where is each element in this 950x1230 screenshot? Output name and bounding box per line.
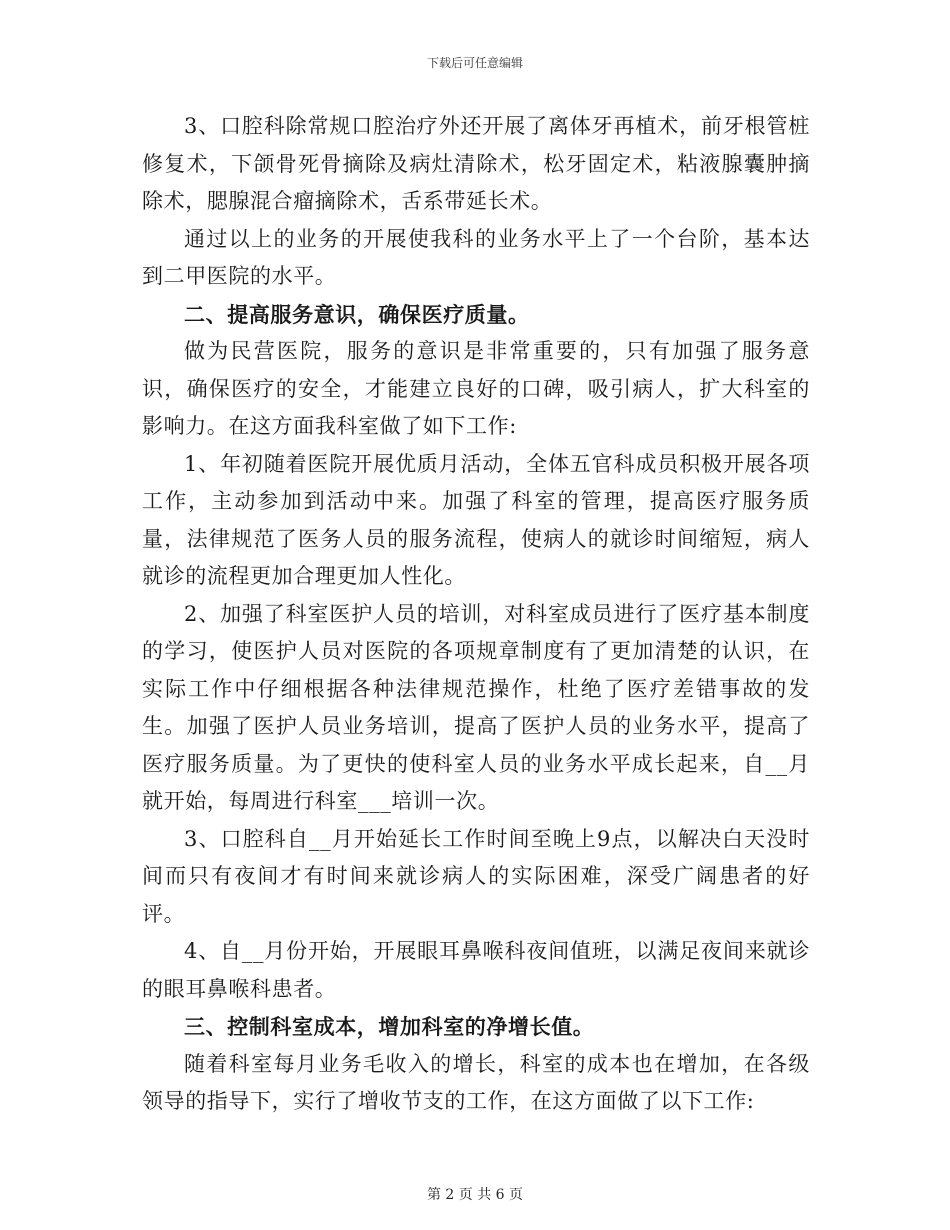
paragraph-service-awareness: 做为民营医院，服务的意识是非常重要的，只有加强了服务意识，确保医疗的安全，才能建立良好的口碑，吸引病人，扩大科室的影响力。在这方面我科室做了如下工作: xyxy=(142,339,810,438)
paragraph-business-level: 通过以上的业务的开展使我科的业务水平上了一个台阶，基本达到二甲医院的水平。 xyxy=(142,226,810,288)
page-header: 下载后可任意编辑 xyxy=(426,56,523,70)
paragraph-cost-control: 随着科室每月业务毛收入的增长，科室的成本也在增加，在各级领导的指导下，实行了增收节支的工作，在这方面做了以下工作: xyxy=(142,1051,810,1113)
paragraph-quality-month: 1、年初随着医院开展优质月活动，全体五官科成员积极开展各项工作，主动参加到活动中来。加强了科室的管理，提高医疗服务质量，法律规范了医务人员的服务流程，使病人的就诊时间缩短，病人就诊的流程更加合理更加人性化。 xyxy=(142,451,810,588)
section-heading-cost: 三、控制科室成本，增加科室的净增长值。 xyxy=(184,1014,595,1039)
document-body xyxy=(142,108,810,1121)
paragraph-staff-training: 2、加强了科室医护人员的培训，对科室成员进行了医疗基本制度的学习，使医护人员对医院的各项规章制度有了更加清楚的认识，在实际工作中仔细根据各种法律规范操作，杜绝了医疗差错事故的发生。加强了医护人员业务培训，提高了医护人员的业务水平，提高了医疗服务质量。为了更快的使科室人员的业务水平成长起来，自__月就开始，每周进行科室___培训一次。 xyxy=(142,601,810,813)
paragraph-night-shift: 4、自__月份开始，开展眼耳鼻喉科夜间值班，以满足夜间来就诊的眼耳鼻喉科患者。 xyxy=(142,939,810,1001)
section-heading-service: 二、提高服务意识，确保医疗质量。 xyxy=(184,301,530,327)
paragraph-oral-surgery: 3、口腔科除常规口腔治疗外还开展了离体牙再植术，前牙根管桩修复术，下颌骨死骨摘除及病灶清除术，松牙固定术，粘液腺囊肿摘除术，腮腺混合瘤摘除术，舌系带延长术。 xyxy=(142,114,810,213)
paragraph-extended-hours: 3、口腔科自__月开始延长工作时间至晚上9点，以解决白天没时间而只有夜间才有时间来就诊病人的实际困难，深受广阔患者的好评。 xyxy=(142,826,810,926)
page-footer: 第 2 页 共 6 页 xyxy=(426,1187,524,1203)
